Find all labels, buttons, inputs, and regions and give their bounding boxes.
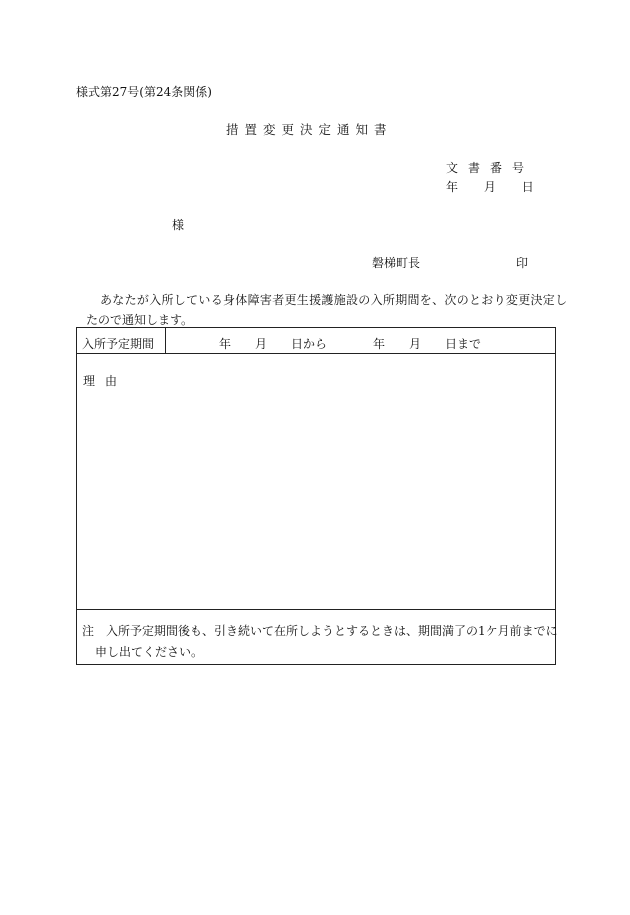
- period-label: 入所予定期間: [82, 337, 155, 351]
- note-row: [77, 609, 558, 665]
- recipient-honorific: 様: [172, 218, 185, 232]
- notice-table: [76, 327, 556, 665]
- reason-label: 理由: [83, 374, 128, 388]
- notice-text-line-1: あなたが入所している身体障害者更生援護施設の入所期間を、次のとおり変更決定し: [100, 293, 568, 307]
- period-label-cell: [77, 328, 166, 353]
- issue-date: [446, 181, 534, 193]
- seal-mark: 印: [516, 256, 529, 270]
- date-day: 日: [521, 180, 534, 194]
- note-text-line-2: 申し出てください。: [95, 645, 204, 659]
- period-to-month: 月: [409, 337, 422, 351]
- period-to-year: 年: [373, 337, 386, 351]
- date-month: 月: [483, 180, 496, 194]
- period-to-day: 日まで: [445, 337, 482, 351]
- document-title: 措置変更決定通知書: [226, 122, 393, 137]
- period-from-month: 月: [255, 337, 268, 351]
- notice-text-line-2: たので通知します。: [86, 313, 194, 327]
- document-number-label: 文書番号: [446, 161, 535, 175]
- date-year: 年: [446, 180, 459, 194]
- period-from-day: 日から: [291, 337, 328, 351]
- note-text-line-1: 注 入所予定期間後も、引き続いて在所しようとするときは、期間満了の1ケ月前までに: [82, 624, 558, 638]
- form-number: 様式第27号(第24条関係): [76, 85, 212, 99]
- issuer-name: 磐梯町長: [372, 256, 421, 270]
- period-row: [77, 328, 555, 354]
- period-from-year: 年: [219, 337, 232, 351]
